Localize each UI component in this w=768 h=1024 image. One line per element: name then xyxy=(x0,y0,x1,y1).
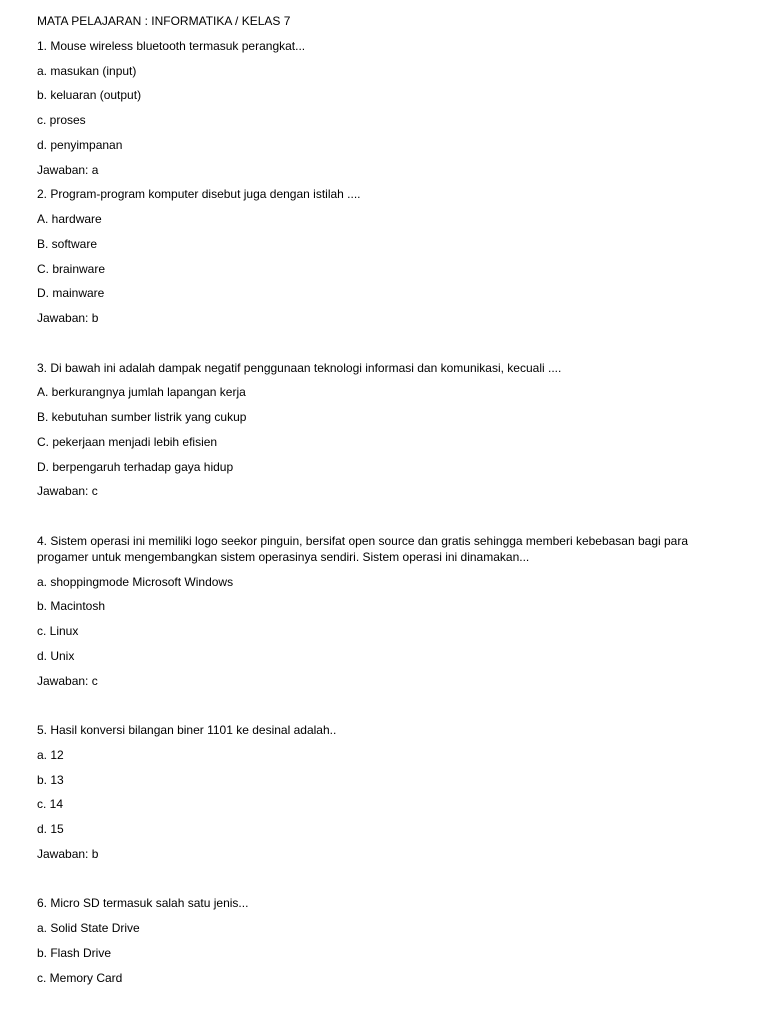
question-block-6 xyxy=(37,895,697,985)
option-d: D. mainware xyxy=(37,286,105,301)
question-text: 4. Sistem operasi ini memiliki logo seekor pinguin, bersifat open source dan gratis sehingga memberi kebebasan bagi para progamer untuk mengembangkan sistem operasinya sendiri. Sistem operasi ini dinamakan... xyxy=(37,533,689,564)
page-header: MATA PELAJARAN : INFORMATIKA / KELAS 7 xyxy=(37,14,291,28)
question-text: 2. Program-program komputer disebut juga dengan istilah .... xyxy=(37,187,361,202)
question-text: 5. Hasil konversi bilangan biner 1101 ke desinal adalah.. xyxy=(37,723,337,737)
option-d: d. penyimpanan xyxy=(37,137,123,152)
option-b: b. 13 xyxy=(37,772,64,787)
option-c: c. Memory Card xyxy=(37,970,123,985)
option-d: d. Unix xyxy=(37,648,75,663)
question-text: 1. Mouse wireless bluetooth termasuk perangkat... xyxy=(37,38,306,53)
option-d: d. 15 xyxy=(37,822,64,836)
option-b: b. Flash Drive xyxy=(37,945,112,960)
option-a: a. 12 xyxy=(37,747,64,762)
question-block-4 xyxy=(37,533,697,689)
question-block-3 xyxy=(37,360,697,500)
option-c: c. proses xyxy=(37,113,86,127)
option-c: C. pekerjaan menjadi lebih efisien xyxy=(37,434,218,449)
question-text: 3. Di bawah ini adalah dampak negatif penggunaan teknologi informasi dan komunikasi, kecuali .... xyxy=(37,360,562,375)
question-block-1 xyxy=(37,38,697,178)
option-a: A. hardware xyxy=(37,212,102,226)
option-d: D. berpengaruh terhadap gaya hidup xyxy=(37,459,234,474)
question-text: 6. Micro SD termasuk salah satu jenis... xyxy=(37,896,249,911)
option-c: c. Linux xyxy=(37,624,79,638)
option-c: c. 14 xyxy=(37,797,64,812)
option-b: b. Macintosh xyxy=(37,599,106,614)
answer-line: Jawaban: c xyxy=(37,484,98,499)
answer-line: Jawaban: b xyxy=(37,846,99,861)
answer-line: Jawaban: b xyxy=(37,311,99,325)
option-b: B. kebutuhan sumber listrik yang cukup xyxy=(37,410,247,424)
answer-line: Jawaban: a xyxy=(37,162,99,177)
option-b: B. software xyxy=(37,236,98,251)
question-block-5 xyxy=(37,722,697,862)
option-a: a. shoppingmode Microsoft Windows xyxy=(37,574,234,589)
question-block-2 xyxy=(37,186,697,326)
option-b: b. keluaran (output) xyxy=(37,88,142,103)
option-a: a. masukan (input) xyxy=(37,63,137,78)
document-page xyxy=(37,13,697,994)
option-c: C. brainware xyxy=(37,261,106,276)
option-a: a. Solid State Drive xyxy=(37,921,140,935)
option-a: A. berkurangnya jumlah lapangan kerja xyxy=(37,385,246,400)
answer-line: Jawaban: c xyxy=(37,673,98,688)
